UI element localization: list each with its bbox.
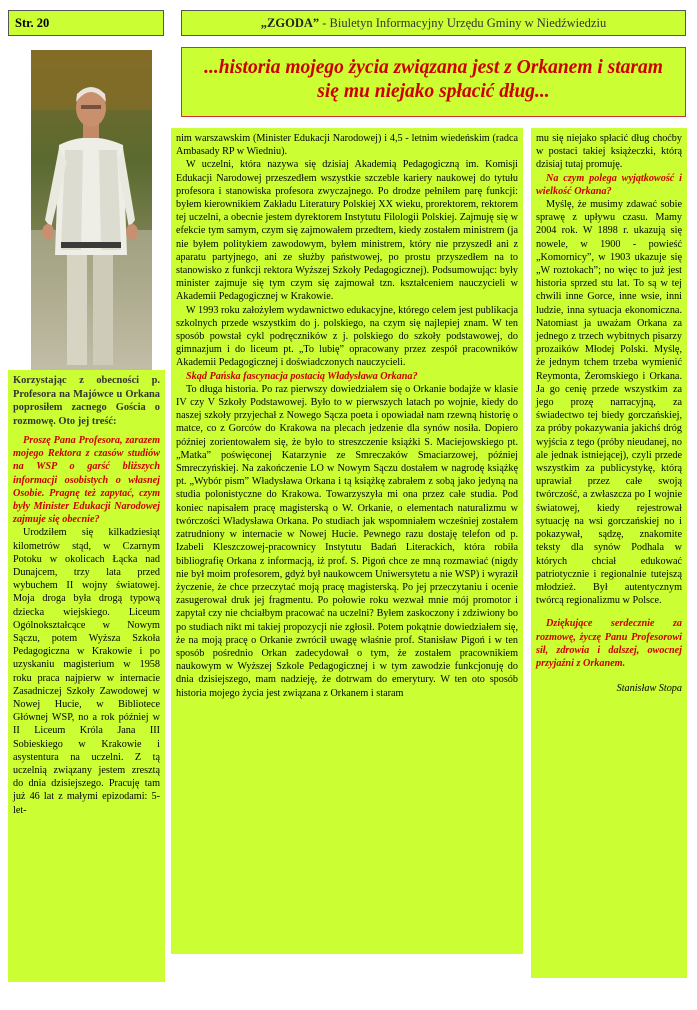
portrait-illustration	[31, 50, 152, 370]
question-3: Na czym polega wyjątkowość i wielkość Orkana?	[536, 172, 682, 197]
question-1: Proszę Pana Profesora, zarazem mojego Rektora z czasów studiów na WSP o garść bliższych informacji osobistych o własnej Osobie. Pragnę też zapytać, czym były Minister Edukacji Narodowej zajmuje się obecnie?	[13, 435, 160, 526]
publication-name: „ZGODA”	[260, 16, 320, 30]
right-column	[531, 128, 687, 978]
publication-header	[181, 10, 686, 36]
question-2: Skąd Pańska fascynacja postacią Władysława Orkana?	[186, 370, 418, 382]
article-title: ...historia mojego życia związana jest z Orkanem i staram się mu niejako spłacić dług...	[181, 47, 686, 117]
right-paragraph-2: Myślę, że musimy zdawać sobie sprawę z upływu czasu. Mamy 2004 rok. W 1898 r. ukazują się nowele, w 1900 - powieść „Komornicy”, w 1903 ukazuje się „W roztokach”; no więc to już jest historia sprzed stu lat. To są w tej chwili inne Gorce, inne wsie, inni ludzie, inna sytuacja ekonomiczna. Natomiast ja uważam Orkana za jednego z trzech wybitnych pisarzy prozaików Młodej Polski. Myślę, że jednym tchem trzeba wymienić Reymonta, Żeromskiego i Orkana. Ja go cenię przede wszystkim za jego prozę narracyjną, za świadectwo tej biedy gorczańskiej, za próby pokazywania jakichś dróg wyjścia z tego (próby nieudanej, no ale jednak istniejącej), czyli przede wszystkim za publicystykę, którą uprawiał przez całe swoją twórczość, a zwłaszcza po I wojnie światowej, kiedy rejestrował sytuację na wsi gorczańskiej no i pokazywał, sądzę, znakomite teksty dla synów Podhala w których chciał edukować patriotycznie i regionalnie tutejszą młodzież. Był autentycznym twórcą regionalizmu w Polsce.	[536, 199, 682, 607]
publication-subtitle: - Biuletyn Informacyjny Urzędu Gminy w Niedźwiedziu	[319, 16, 607, 30]
answer-1: Urodziłem się kilkadziesiąt kilometrów stąd, w Czarnym Potoku w okolicach Łącka nad Dunajcem, trzy lata przed wybuchem II wojny światowej. Moja droga była drogą typową dziecka wiejskiego. Liceum Ogólnokształcące w Nowym Sączu, potem Wyższa Szkoła Pedagogiczna w Krakowie i po uzyskaniu magisterium w 1958 roku praca najpierw w internacie Zasadniczej Szkoły Zawodowej w Nowej Hucie, w Bibliotece Głównej WSP, no a rok później w II Liceum Króla Jana III Sobieskiego w Krakowie i asystentura na uczelni. Z tą uczelnią związany jestem zresztą do dnia dzisiejszego. Pracuję tam już 46 lat z małymi epizodami: 5-let-	[13, 527, 160, 816]
middle-column	[171, 128, 523, 954]
thanks-note: Dziękujące serdecznie za rozmowę, życzę Panu Profesorowi sił, zdrowia i dalszej, owocnej przyjaźni z Orkanem.	[536, 618, 682, 669]
middle-paragraph-3: W 1993 roku założyłem wydawnictwo edukacyjne, którego celem jest publikacja szkolnych przede wszystkim do j. polskiego, na czym się najlepiej znam. W ten sposób powstał cykl podręczników z j. polskiego do szkoły podstawowej, do gimnazjum i do liceum pt. „To lubię” opracowany przez zespół pracowników Akademii Pedagogicznej i doświadczonych nauczycieli.	[176, 304, 518, 369]
interview-intro: Korzystając z obecności p. Profesora na Majówce u Orkana poprosiłem zacnego Gościa o rozmowę. Oto jej treść:	[13, 375, 160, 427]
page-number: Str. 20	[15, 16, 50, 30]
middle-paragraph-4: To długa historia. Po raz pierwszy dowiedziałem się o Orkanie bodajże w klasie IV czy V Szkoły Podstawowej. Było to w pierwszych latach po wojnie, kiedy do naszej szkoły przyjechał z Nowego Sącza poeta i opowiadał nam rzewną historię o matce, co z Gorców do Krakowa na plecach jedzenie dla synów nosiła. Dopiero później zorientowałem się, że było to streszczenie książki S. Maciejowskiego pt. „Matka” poświęconej Katarzynie ze Smreczaków Smaciarzowej, później Smreczyńskiej. Na zakończenie LO w Nowym Sączu dostałem w nagrodę książkę pt. „Wybór pism” Władysława Orkana i tą książkę zabrałem z sobą jako jedyną na studia polonistyczne do Krakowa. Towarzyszyła mi ona przez całe studia. Pod koniec napisałem pracę magisterską o W. Orkanie, o elementach naturalizmu w twórczości Władysława Orkana. Po studiach jak wspomniałem wcześniej zostałem zatrudniony w internacie w Nowej Hucie. Pewnego razu dostaję telefon od p. Izabeli Kleszczowej-pracownicy Instytutu Badań Literackich, która robiła bibliografię Orkana z informacją, iż prof. S. Pigoń chce ze mną rozmawiać (nigdy nie był moim profesorem, gdyż był naukowcem Uniwersytetu a nie WSP) i wyraził życzenie, że chce przeczytać moją pracę magisterską. Po jej przeczytaniu i ocenie zasugerował druk jej fragmentu. Po połowie roku wezwał mnie mój promotor i zapytał czy nie chciałbym pracować na uczelni? Byłem zaskoczony i zdziwiony bo po studiach nikt mi takiej propozycji nie zgłosił. Potem pokątnie dowiedziałem się, że na moją pracę o Orkanie zwrócił uwagę właśnie prof. Stanisław Pigoń i w ten sposób pośrednio Orkan zadecydował o tym, że zostałem pracownikiem naukowym w Wyższej Szkole Pedagogicznej i w tym zawodzie funkcjonuję do dnia dzisiejszego, mam nadzieję, że dotrwam do emerytury. W ten oto sposób historia mojego życia jest związana z Orkanem i staram	[176, 383, 518, 699]
right-paragraph-1: mu się niejako spłacić dług choćby w postaci takiej książeczki, którą dzisiaj tutaj promuję.	[536, 133, 682, 171]
page-number-box	[8, 10, 164, 36]
author-signature: Stanisław Stopa	[616, 683, 682, 695]
middle-paragraph-2: W uczelni, która nazywa się dzisiaj Akademią Pedagogiczną im. Komisji Edukacji Narodowej przeszedłem wszystkie szczeble kariery naukowej do tytułu profesora i stanowiska profesora zwyczajnego. Po drodze pełniłem parę funkcji: byłem kierownikiem Zakładu Literatury Polskiej XX wieku, prorektorem, rektorem tej uczelni, a obecnie jestem dyrektorem Instytutu Filologii Polskiej. Zajmuję się w efekcie tym samym, czym się zajmowałem przedtem, kiedy zostałem ministrem (ja nie byłem politykiem zawodowym, byłem ministrem, który nie przyszedł ani z aparatu partyjnego, ani ze służby państwowej, po prostu przyszedłem na to stanowisko z funkcji rektora Wyższej Szkoły Pedagogicznej). Podsumowując: były minister zajmuje się tym czym się zajmował tzn. kształceniem nauczycieli w Akademii Pedagogicznej w Krakowie.	[176, 159, 518, 303]
middle-paragraph-1: nim warszawskim (Minister Edukacji Narodowej) i 4,5 - letnim wiedeńskim (radca Ambasady RP w Wiedniu).	[176, 133, 518, 158]
portrait-photo	[31, 50, 152, 370]
left-column	[8, 370, 165, 982]
